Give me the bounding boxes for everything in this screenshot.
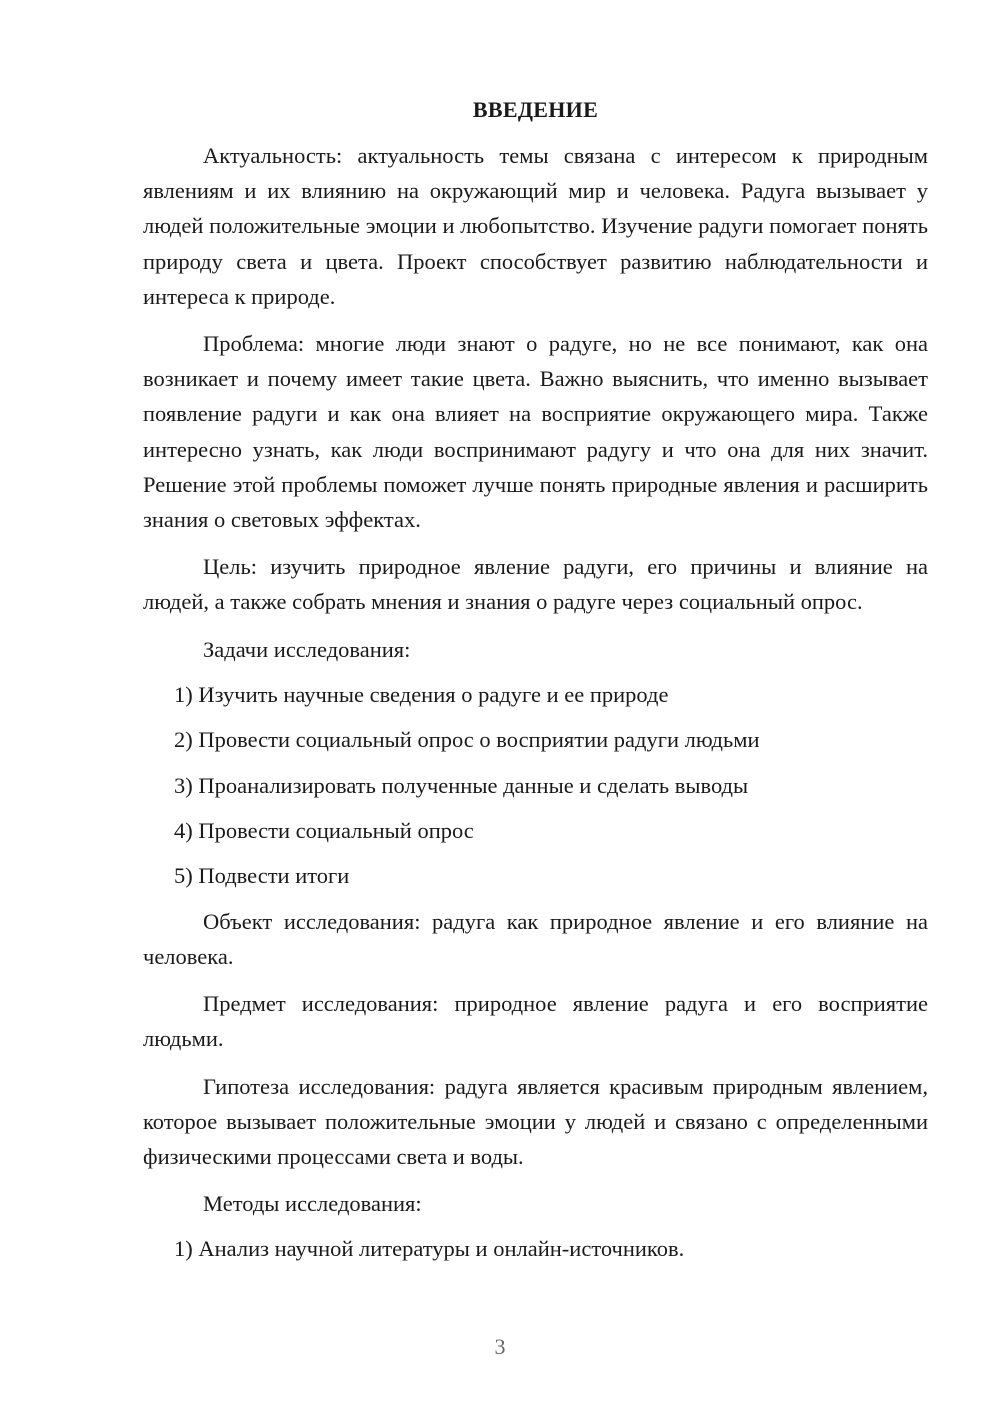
hypothesis-paragraph: Гипотеза исследования: радуга является красивым природным явлением, которое вызывает положительные эмоции у людей и связано с определенными физическими процессами света и воды.: [143, 1073, 928, 1170]
problem-paragraph: Проблема: многие люди знают о радуге, но не все понимают, как она возникает и почему имеет такие цвета. Важно выяснить, что именно вызывает появление радуги и как она влияет на восприятие окружающего мира. Также интересно узнать, как люди воспринимают радугу и что она для них значит. Решение этой проблемы поможет лучше понять природные явления и расширить знания о световых эффектах.: [143, 331, 928, 533]
task-item: 1) Изучить научные сведения о радуге и ее природе: [174, 681, 669, 707]
relevance-paragraph: Актуальность: актуальность темы связана с интересом к природным явлениям и их влиянию на окружающий мир и человека. Радуга вызывает у людей положительные эмоции и любопытство. Изучение радуги помогает понять природу света и цвета. Проект способствует развитию наблюдательности и интереса к природе.: [143, 143, 928, 309]
task-item: 2) Провести социальный опрос о восприятии радуги людьми: [174, 727, 760, 753]
task-item: 4) Провести социальный опрос: [174, 818, 474, 844]
goal-paragraph: Цель: изучить природное явление радуги, его причины и влияние на людей, а также собрать мнения и знания о радуге через социальный опрос.: [143, 554, 928, 615]
task-item: 5) Подвести итоги: [174, 863, 350, 889]
task-item: 3) Проанализировать полученные данные и сделать выводы: [174, 772, 749, 798]
page-number: 3: [494, 1334, 506, 1359]
object-paragraph: Объект исследования: радуга как природное явление и его влияние на человека.: [143, 908, 928, 969]
methods-label: Методы исследования:: [203, 1191, 422, 1217]
tasks-list: [143, 677, 928, 894]
document-page: [143, 95, 928, 1277]
method-item: 1) Анализ научной литературы и онлайн-источников.: [174, 1236, 685, 1262]
methods-list: [143, 1231, 928, 1266]
subject-paragraph: Предмет исследования: природное явление радуга и его восприятие людьми.: [143, 991, 928, 1052]
tasks-label: Задачи исследования:: [203, 636, 411, 662]
section-title: ВВЕДЕНИЕ: [472, 97, 599, 122]
